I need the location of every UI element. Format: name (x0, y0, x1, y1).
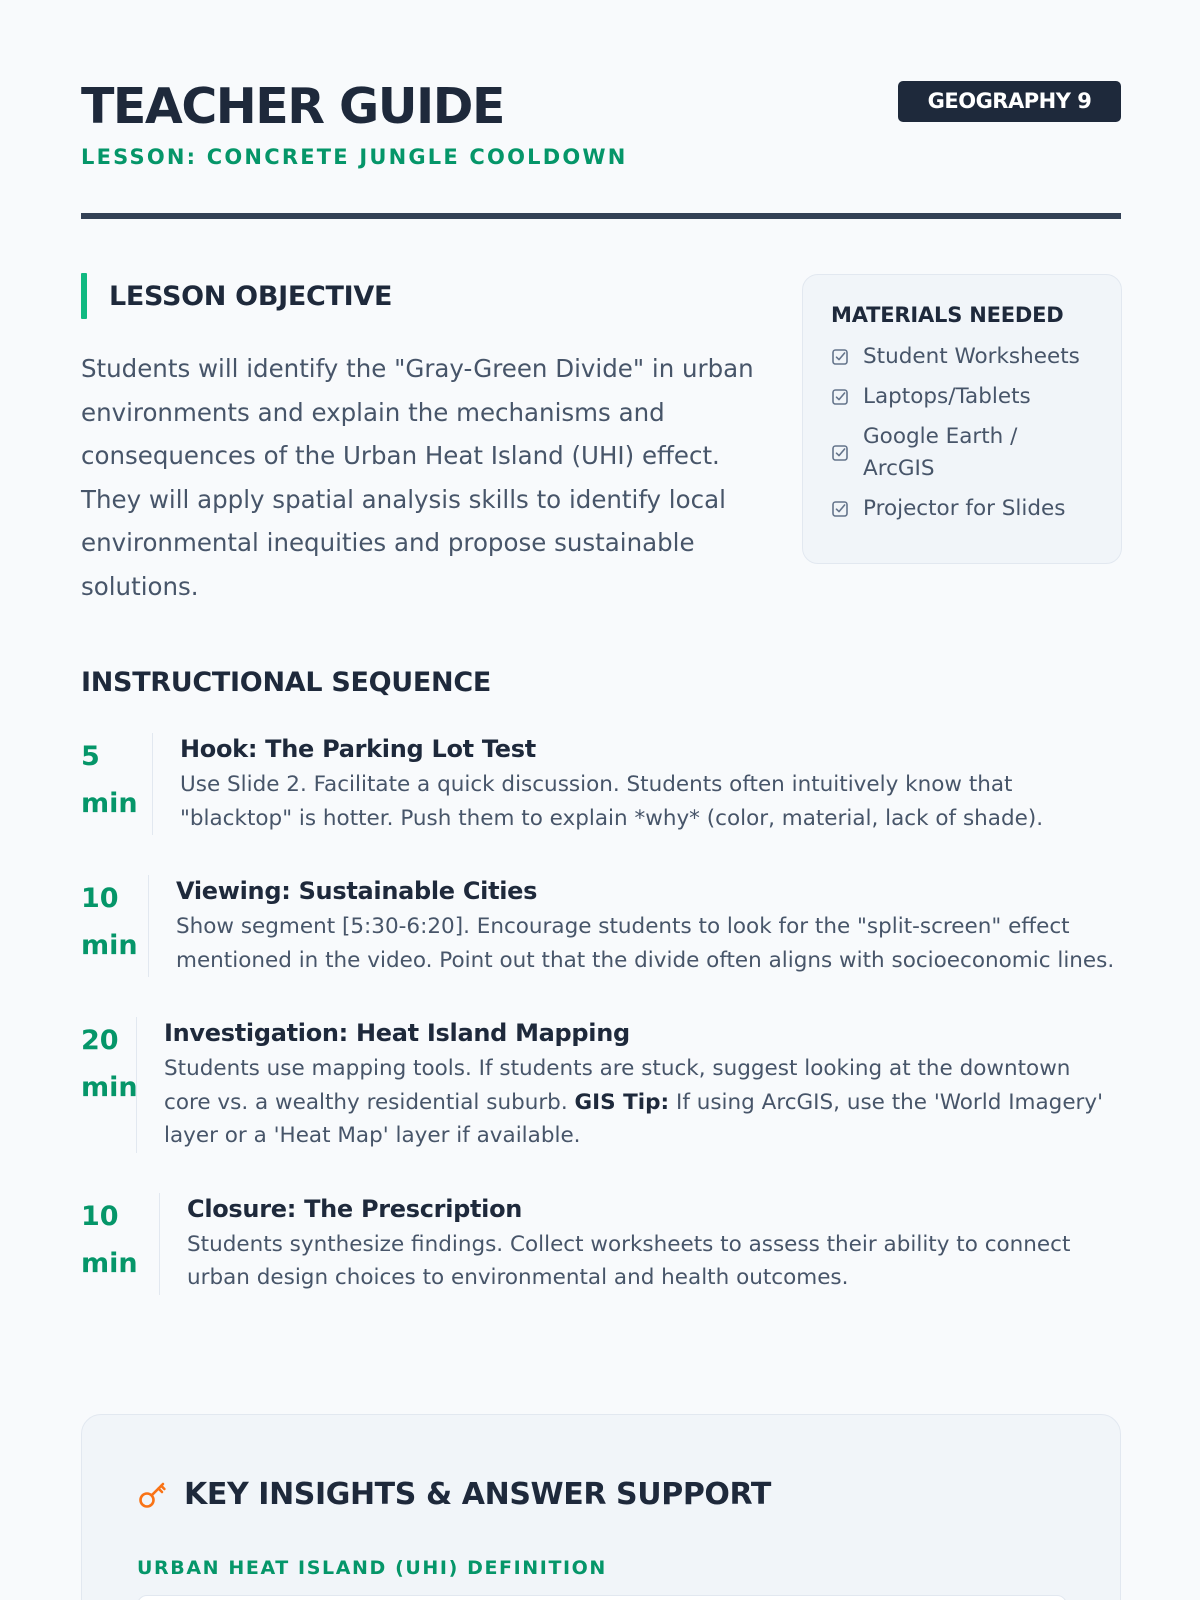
material-label: Laptops/Tablets (863, 384, 1031, 409)
step-title: Investigation: Heat Island Mapping (164, 1019, 630, 1047)
gis-tip-label: GIS Tip: (574, 1089, 670, 1115)
step-title: Closure: The Prescription (187, 1194, 523, 1223)
step-unit: min (81, 1247, 138, 1279)
step-minutes: 10 (81, 1200, 119, 1232)
lesson-subtitle: LESSON: CONCRETE JUNGLE COOLDOWN (81, 145, 628, 169)
checkbox-icon (831, 348, 849, 366)
checkbox-icon (831, 388, 849, 406)
key-insights-card (81, 1414, 1121, 1600)
materials-list (831, 341, 1095, 525)
accent-bar (81, 273, 87, 319)
uhi-definition-box (137, 1595, 1067, 1600)
step-body (159, 1193, 1121, 1295)
step-duration (81, 733, 152, 835)
step-title: Viewing: Sustainable Cities (176, 877, 538, 905)
page-header (81, 0, 1121, 220)
checkbox-icon (831, 444, 849, 462)
page-title: TEACHER GUIDE (81, 78, 504, 135)
uhi-definition-label: URBAN HEAT ISLAND (UHI) DEFINITION (137, 1557, 607, 1579)
list-item (831, 421, 1095, 485)
step-item (81, 1017, 1121, 1153)
checkbox-icon (831, 500, 849, 518)
step-body (152, 733, 1121, 835)
step-duration (81, 1017, 136, 1153)
objective-heading-row (81, 273, 761, 319)
step-minutes: 5 (81, 741, 100, 772)
step-item (81, 875, 1121, 977)
subject-badge: GEOGRAPHY 9 (898, 81, 1121, 122)
header-divider (81, 213, 1121, 219)
list-item (831, 381, 1095, 413)
step-unit: min (81, 930, 138, 961)
teacher-guide-page (81, 0, 1121, 1579)
objective-heading: LESSON OBJECTIVE (109, 280, 393, 312)
materials-heading: MATERIALS NEEDED (831, 303, 1064, 327)
step-unit: min (81, 788, 138, 819)
objective-text: Students will identify the "Gray-Green Divide" in urban environments and explain the mechanisms and consequences of the Urban Heat Island (UHI) effect. They will apply spatial analysis skills to identify local environmental inequities and propose sustainable solutions. (81, 354, 754, 601)
lesson-objective-section (81, 273, 761, 608)
step-body (136, 1017, 1121, 1153)
material-label: Student Worksheets (863, 344, 1080, 369)
step-item (81, 1193, 1121, 1295)
list-item (831, 493, 1095, 525)
list-item (831, 341, 1095, 373)
step-item (81, 733, 1121, 835)
insights-heading: KEY INSIGHTS & ANSWER SUPPORT (184, 1477, 771, 1512)
material-label: Projector for Slides (863, 496, 1066, 521)
step-duration (81, 875, 148, 977)
step-duration (81, 1193, 159, 1295)
step-minutes: 20 (81, 1025, 119, 1056)
step-description: Students synthesize findings. Collect worksheets to assess their ability to connect urban design choices to environmental and health outcomes. (187, 1231, 1071, 1290)
step-description: Use Slide 2. Facilitate a quick discussion. Students often intuitively know that "blacktop" is hotter. Push them to explain *why* (color, material, lack of shade). (180, 772, 1044, 831)
step-description (164, 1052, 1121, 1153)
material-label: Google Earth / ArcGIS (863, 424, 1018, 481)
instructional-steps (81, 733, 1121, 1295)
step-title: Hook: The Parking Lot Test (180, 735, 536, 763)
materials-card (802, 274, 1122, 564)
step-description: Show segment [5:30-6:20]. Encourage students to look for the "split-screen" effect mentioned in the video. Point out that the divide often aligns with socioeconomic lines. (176, 914, 1115, 973)
insights-heading-row (137, 1477, 771, 1512)
step-minutes: 10 (81, 883, 119, 914)
step-unit: min (81, 1072, 138, 1103)
key-icon (137, 1479, 169, 1511)
step-body (148, 875, 1121, 977)
step-description-text: If using ArcGIS, use the 'World Imagery' layer or a 'Heat Map' layer if available. (164, 1089, 1104, 1148)
step-description-text: Students use mapping tools. If students are stuck, suggest looking at the downtown core vs. a wealthy residential suburb. (164, 1056, 1071, 1115)
sequence-heading: INSTRUCTIONAL SEQUENCE (81, 667, 492, 698)
